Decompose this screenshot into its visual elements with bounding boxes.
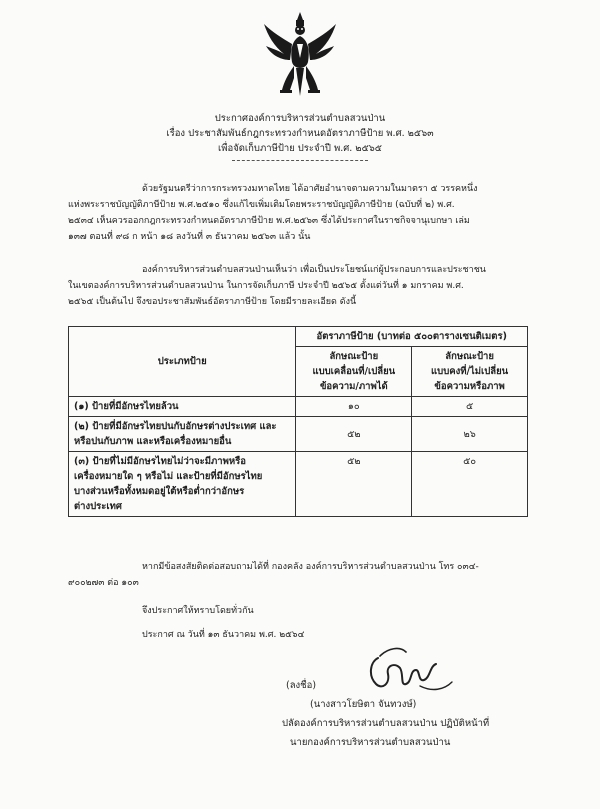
sign-type-cell: (๒) ป้ายที่มีอักษรไทยปนกับอักษรต่างประเทศ และ หรือปนกับภาพ และหรือเครื่องหมายอื่น — [69, 417, 296, 452]
contact-line: หากมีข้อสงสัยติดต่อสอบถามได้ที่ กองคลัง องค์การบริหารส่วนตำบลสวนป่าน โทร ๐๓๔- — [142, 562, 479, 572]
signature-icon — [360, 640, 460, 700]
announce-notice: จึงประกาศให้ทราบโดยทั่วกัน — [142, 606, 254, 616]
sign-tax-rate-table — [68, 326, 528, 517]
paragraph1-line: ๑๓๗ ตอนที่ ๙๘ ก หน้า ๑๘ ลงวันที่ ๓ ธันวาคม ๒๕๖๓ แล้ว นั้น — [68, 232, 311, 242]
rate-movable-cell: ๕๒ — [296, 452, 412, 517]
rate-movable-cell: ๑๐ — [296, 397, 412, 417]
garuda-emblem-icon — [262, 10, 338, 100]
column-header-tax-rate: อัตราภาษีป้าย (บาทต่อ ๕๐๐ตารางเซนติเมตร) — [296, 327, 528, 347]
rate-movable-cell: ๕๒ — [296, 417, 412, 452]
paragraph1-line: ด้วยรัฐมนตรีว่าการกระทรวงมหาดไทย ได้อาศัยอำนาจตามความในมาตรา ๕ วรรคหนึ่ง — [142, 184, 478, 194]
rate-fixed-cell: ๕๐ — [412, 452, 528, 517]
rate-fixed-cell: ๕ — [412, 397, 528, 417]
sign-type-cell: (๓) ป้ายที่ไม่มีอักษรไทยไม่ว่าจะมีภาพหรือ เครื่องหมายใด ๆ หรือไม่ และป้ายที่มีอักษรไทย บางส่วนหรือทั้งหมดอยู่ใต้หรือต่ำกว่าอักษร ต่างประเทศ — [69, 452, 296, 517]
table-row — [69, 452, 528, 517]
signer-name: (นางสาวโยษิตา จันทวงษ์) — [310, 699, 417, 710]
paragraph1-line: แห่งพระราชบัญญัติภาษีป้าย พ.ศ.๒๕๑๐ ซึ่งแก้ไขเพิ่มเติมโดยพระราชบัญญัติภาษีป้าย (ฉบับที่ ๒) พ.ศ. — [68, 200, 455, 210]
table-row — [69, 397, 528, 417]
table-row — [69, 417, 528, 452]
rate-fixed-cell: ๒๖ — [412, 417, 528, 452]
announcement-title: ประกาศองค์การบริหารส่วนตำบลสวนป่าน — [214, 113, 386, 124]
paragraph2-line: องค์การบริหารส่วนตำบลสวนป่านเห็นว่า เพื่อเป็นประโยชน์แก่ผู้ประกอบการและประชาชน — [142, 265, 486, 275]
paragraph2-line: ในเขตองค์การบริหารส่วนตำบลสวนป่าน ในการจัดเก็บภาษี ประจำปี ๒๕๖๕ ตั้งแต่วันที่ ๑ มกราคม พ.ศ. — [68, 281, 464, 291]
announce-date: ประกาศ ณ วันที่ ๑๓ ธันวาคม พ.ศ. ๒๕๖๔ — [142, 630, 305, 640]
signer-acting-position: นายกองค์การบริหารส่วนตำบลสวนป่าน — [290, 737, 451, 748]
signed-label: (ลงชื่อ) — [286, 680, 317, 691]
column-header-movable: ลักษณะป้าย แบบเคลื่อนที่/เปลี่ยน ข้อความ/ภาพได้ — [296, 347, 412, 397]
contact-line: ๙๐๐๒๗๓ ต่อ ๑๐๓ — [68, 578, 139, 588]
header-divider — [232, 160, 368, 161]
signer-position: ปลัดองค์การบริหารส่วนตำบลสวนป่าน ปฏิบัติหน้าที่ — [282, 718, 490, 729]
column-header-sign-type: ประเภทป้าย — [69, 327, 296, 397]
column-header-fixed: ลักษณะป้าย แบบคงที่/ไม่เปลี่ยน ข้อความหรือภาพ — [412, 347, 528, 397]
paragraph1-line: ๒๕๓๔ เห็นควรออกกฎกระทรวงกำหนดอัตราภาษีป้าย พ.ศ.๒๕๖๓ ซึ่งได้ประกาศในราชกิจจานุเบกษา เล่ม — [68, 216, 470, 226]
announcement-subject: เรื่อง ประชาสัมพันธ์กฎกระทรวงกำหนดอัตราภาษีป้าย พ.ศ. ๒๕๖๓ — [166, 128, 434, 139]
announcement-purpose: เพื่อจัดเก็บภาษีป้าย ประจำปี พ.ศ. ๒๕๖๕ — [217, 143, 382, 154]
sign-type-cell: (๑) ป้ายที่มีอักษรไทยล้วน — [69, 397, 296, 417]
paragraph2-line: ๒๕๖๕ เป็นต้นไป จึงขอประชาสัมพันธ์อัตราภาษีป้าย โดยมีรายละเอียด ดังนี้ — [68, 297, 357, 307]
